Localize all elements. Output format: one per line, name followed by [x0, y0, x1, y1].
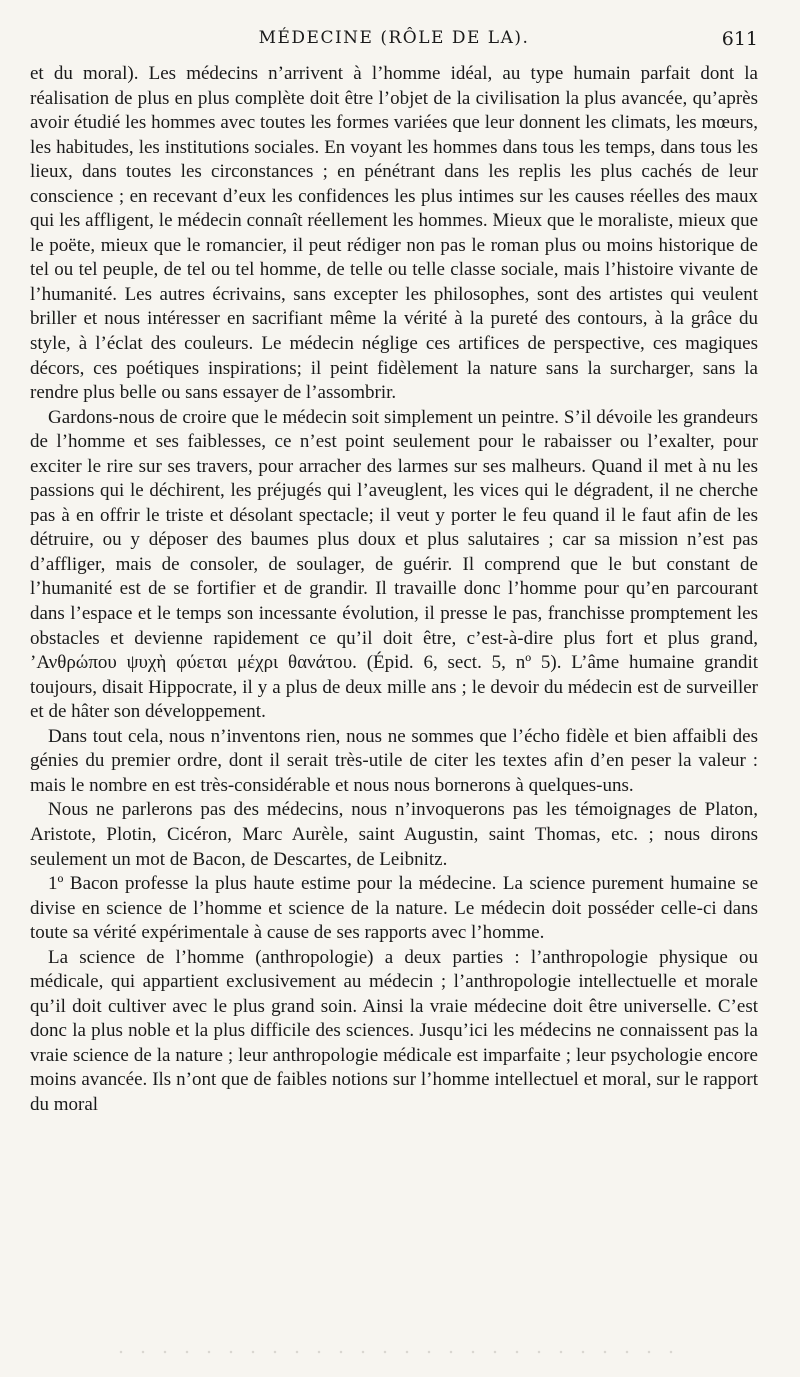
paragraph-anthropology: La science de l’homme (anthropologie) a deux parties : l’anthropologie physique ou médicale, qui appartient exclusivement au médecin ; l’anthropologie intellectuelle et morale qu’il doit cultiver avec le plus grand soin. Ainsi la vraie médecine doit être universelle. C’est donc la plus noble et la plus difficile des sciences. Jusqu’ici les médecins ne connaissent pas la vraie science de la nature ; leur anthropologie médicale est imparfaite ; leur psychologie encore moins avancée. Ils n’ont que de faibles notions sur l’homme intellectuel et moral, sur le rapport du moral [30, 946, 758, 1115]
paragraph: Dans tout cela, nous n’inventons rien, nous ne sommes que l’écho fidèle et bien affaibli des génies du premier ordre, dont il serait très-utile de citer les textes afin d’en peser la valeur : mais le nombre en est très-considérable et nous nous bornerons à quelques-uns. [30, 725, 758, 796]
page-number: 611 [721, 28, 758, 50]
paragraph-bacon: 1º Bacon professe la plus haute estime pour la médecine. La science purement humaine se divise en science de l’homme et science de la nature. Le médecin doit posséder celle-ci dans toute sa vérité expérimentale à cause de ses rapports avec l’homme. [30, 873, 758, 944]
paragraph-continuation: et du moral). Les médecins n’arrivent à l’homme idéal, au type humain parfait dont la réalisation de plus en plus complète doit être l’objet de la civilisation la plus avancée, qu’après avoir étudié les hommes avec toutes les formes variées que leur donnent les climats, les mœurs, les habitudes, les institutions sociales. En voyant les hommes dans tous les temps, dans tous les lieux, dans toutes les circonstances ; en pénétrant dans les replis les plus cachés de leur conscience ; en recevant d’eux les confidences les plus intimes sur les causes réelles des maux qui les affligent, le médecin connaît réellement les hommes. Mieux que le moraliste, mieux que le poëte, mieux que le romancier, il peut rédiger non pas le roman plus ou moins historique de tel ou tel peuple, de tel ou tel homme, de telle ou telle classe sociale, mais l’histoire vivante de l’humanité. Les autres écrivains, sans excepter les philosophes, sont des artistes qui veulent briller et nous intéresser en sacrifiant même la vérité à la pureté des contours, à la grâce du style, à l’éclat des couleurs. Le médecin néglige ces artifices de perspective, ces magiques décors, ces poétiques inspirations; il peint fidèlement la nature sans la surcharger, sans la rendre plus belle ou sans essayer de l’assombrir. [30, 63, 758, 404]
paragraph: Gardons-nous de croire que le médecin soit simplement un peintre. S’il dévoile les grandeurs de l’homme et ses faiblesses, ce n’est point seulement pour le rabaisser ou l’exalter, pour exciter le rire sur ses travers, pour arracher des larmes sur ses malheurs. Quand il met à nu les passions qui le déchirent, les préjugés qui l’aveuglent, les vices qui le dégradent, il ne cherche pas à en offrir le triste et désolant spectacle; il veut y porter le feu quand il le faut afin de les détruire, ou y déposer des baumes plus doux et plus salutaires ; car sa mission n’est pas d’affliger, mais de consoler, de soulager, de guérir. Il comprend que le but constant de l’humanité est de se fortifier et de grandir. Il travaille donc l’homme pour qu’en parcourant dans l’espace et le temps son incessante évolution, il presse le pas, franchisse promptement les obstacles et devienne rapidement ce qu’il doit être, c’est-à-dire plus fort et plus grand, ’Ανθρώπου ψυχὴ φύεται μέχρι θανάτου. (Épid. 6, sect. 5, nº 5). L’âme humaine grandit toujours, disait Hippocrate, il y a plus de deux mille ans ; le devoir du médecin est de surveiller et de hâter son développement. [30, 406, 758, 723]
scan-bleed-through [110, 1350, 690, 1354]
page-title: MÉDECINE (RÔLE DE LA). [258, 28, 530, 48]
running-head [30, 28, 758, 58]
body-text [30, 62, 758, 1118]
paragraph: Nous ne parlerons pas des médecins, nous n’invoquerons pas les témoignages de Platon, Aristote, Plotin, Cicéron, Marc Aurèle, saint Augustin, saint Thomas, etc. ; nous dirons seulement un mot de Bacon, de Descartes, de Leibnitz. [30, 799, 758, 870]
